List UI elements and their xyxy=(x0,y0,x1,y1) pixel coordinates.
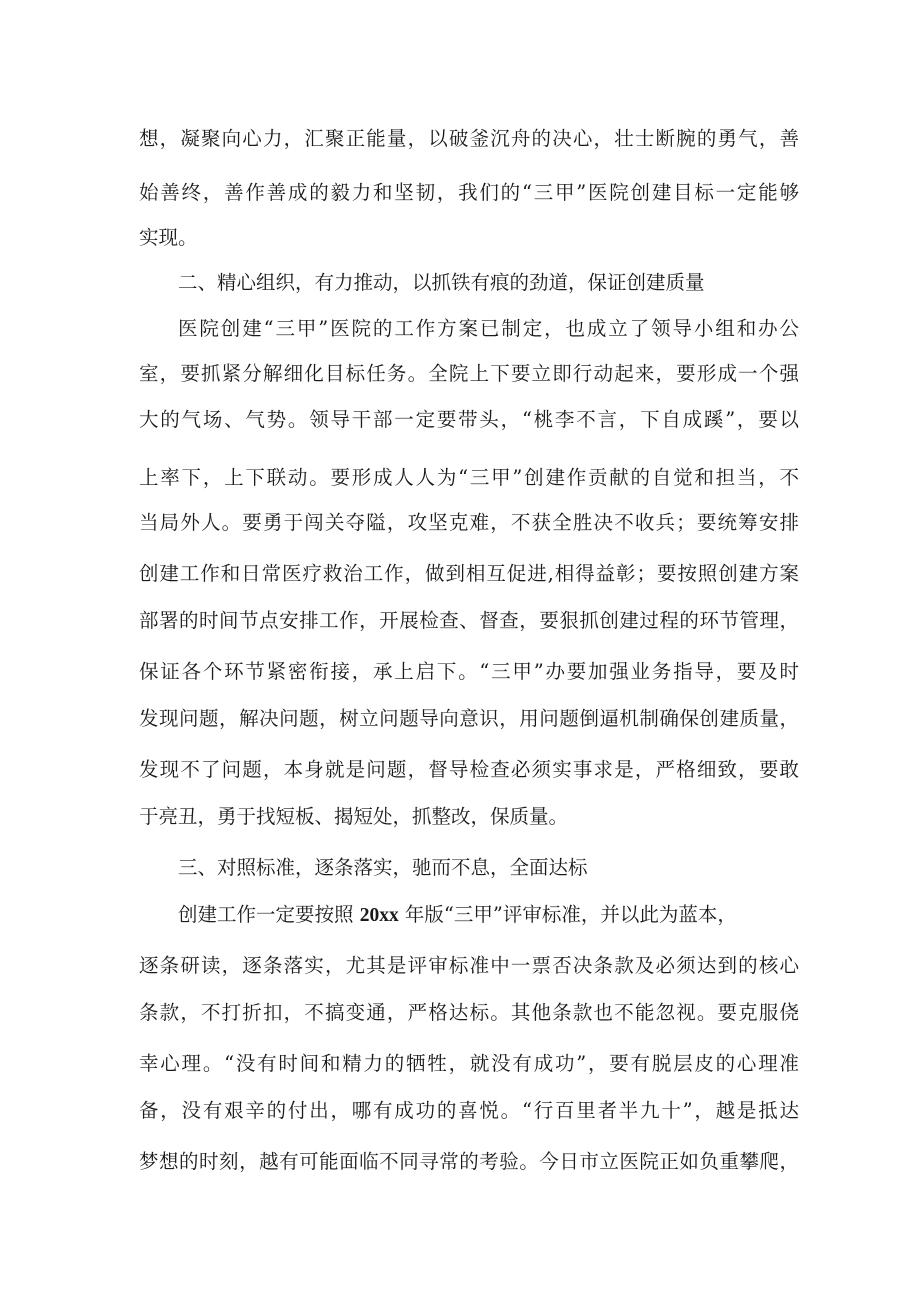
text-line: 部署的时间节点安排工作，开展检查、督查，要狠抓创建过程的环节管理， xyxy=(139,609,799,632)
text-line: 始善终，善作善成的毅力和坚韧，我们的“三甲”医院创建目标一定能够 xyxy=(139,181,799,204)
text-line: 室，要抓紧分解细化目标任务。全院上下要立即行动起来，要形成一个强 xyxy=(139,362,799,385)
text-line: 条款，不打折扣，不搞变通，严格达标。其他条款也不能忽视。要克服侥 xyxy=(139,1001,799,1024)
text-line: 备，没有艰辛的付出，哪有成功的喜悦。“行百里者半九十”，越是抵达 xyxy=(139,1099,799,1122)
text-segment: 年版“三甲”评审标准，并以此为蓝本， xyxy=(398,903,737,926)
text-line: 梦想的时刻，越有可能面临不同寻常的考验。今日市立医院正如负重攀爬， xyxy=(139,1150,799,1173)
text-line: 幸心理。“没有时间和精力的牺牲，就没有成功”，要有脱层皮的心理准 xyxy=(139,1052,799,1075)
paragraph-first-line: 医院创建“三甲”医院的工作方案已制定，也成立了领导小组和办公 xyxy=(178,317,799,340)
text-line: 实现。 xyxy=(139,226,198,249)
paragraph-first-line xyxy=(178,900,799,930)
section-heading-3: 三、对照标准，逐条落实，驰而不息，全面达标 xyxy=(178,856,588,879)
text-line: 创建工作和日常医疗救治工作，做到相互促进,相得益彰；要按照创建方案 xyxy=(139,562,799,585)
section-heading-2: 二、精心组织，有力推动，以抓铁有痕的劲道，保证创建质量 xyxy=(178,271,705,294)
text-line: 逐条研读，逐条落实，尤其是评审标准中一票否决条款及必须达到的核心 xyxy=(139,954,799,977)
text-line: 发现问题，解决问题，树立问题导向意识，用问题倒逼机制确保创建质量， xyxy=(139,707,799,730)
text-line: 上率下，上下联动。要形成人人为“三甲”创建作贡献的自觉和担当，不 xyxy=(139,466,799,489)
text-line: 当局外人。要勇于闯关夺隘，攻坚克难，不获全胜决不收兵；要统筹安排 xyxy=(139,511,799,534)
text-line: 于亮丑，勇于找短板、揭短处，抓整改，保质量。 xyxy=(139,805,569,828)
year-text: 20xx xyxy=(359,905,399,926)
text-line: 想，凝聚向心力，汇聚正能量，以破釜沉舟的决心，壮士断腕的勇气，善 xyxy=(139,127,799,150)
text-segment: 创建工作一定要按照 xyxy=(178,903,360,926)
text-line: 保证各个环节紧密衔接，承上启下。“三甲”办要加强业务指导，要及时 xyxy=(139,660,799,683)
text-line: 大的气场、气势。领导干部一定要带头，“桃李不言，下自成蹊”，要以 xyxy=(139,408,799,431)
text-line: 发现不了问题，本身就是问题，督导检查必须实事求是，严格细致，要敢 xyxy=(139,758,799,781)
